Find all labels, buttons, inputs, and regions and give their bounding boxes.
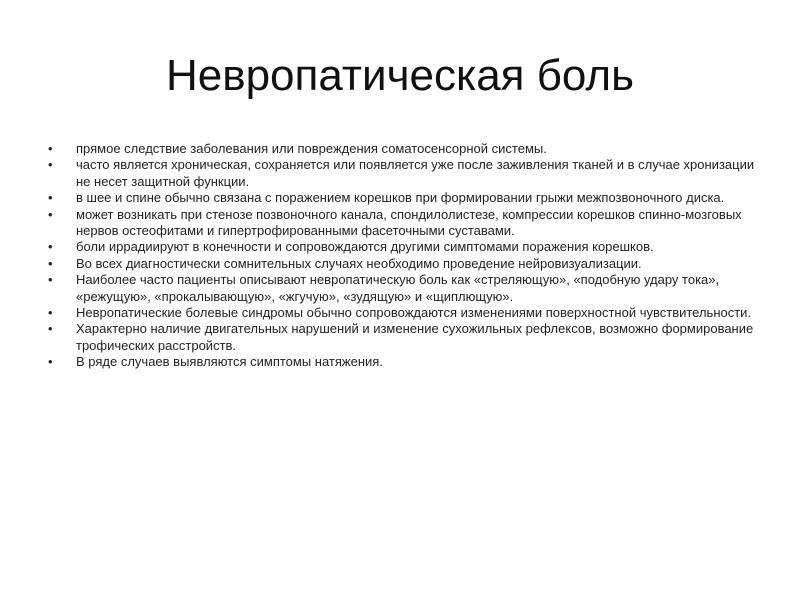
bullet-text: часто является хроническая, сохраняется или появляется уже после заживления тканей и в случае хронизации не несет защитной функции. <box>76 157 755 189</box>
bullet-text: Наиболее часто пациенты описывают невропатическую боль как «стреляющую», «подобную удару тока», «режущую», «прокалывающую», «жгучую», «зудящую» и «щиплющую». <box>76 272 720 304</box>
bullet-list <box>44 141 764 371</box>
bullet-text: боли иррадиируют в конечности и сопровождаются другими симптомами поражения корешков. <box>76 239 654 255</box>
bullet-text: Характерно наличие двигательных нарушений и изменение сухожильных рефлексов, возможно формирование трофических расстройств. <box>76 321 754 353</box>
bullet-point-icon: • <box>48 206 53 222</box>
bullet-text: Невропатические болевые синдромы обычно сопровождаются изменениями поверхностной чувствительности. <box>76 305 752 321</box>
bullet-item <box>44 256 764 272</box>
bullet-point-icon: • <box>48 305 53 321</box>
bullet-point-icon: • <box>48 141 53 156</box>
bullet-text: В ряде случаев выявляются симптомы натяжения. <box>76 354 383 370</box>
bullet-item <box>44 239 764 255</box>
bullet-text: может возникать при стенозе позвоночного канала, спондилолистезе, компрессии корешков спинно-мозговых нервов остеофитами и гипертрофированными фасеточными суставами. <box>76 206 742 239</box>
bullet-point-icon: • <box>48 272 53 288</box>
bullet-point-icon: • <box>48 239 53 255</box>
bullet-point-icon: • <box>48 255 53 271</box>
bullet-item <box>44 141 764 157</box>
bullet-point-icon: • <box>48 157 53 173</box>
bullet-item <box>44 305 764 321</box>
bullet-item <box>44 272 764 305</box>
slide-title: Невропатическая боль <box>165 51 635 100</box>
bullet-item <box>44 207 764 240</box>
bullet-point-icon: • <box>48 190 53 206</box>
bullet-text: Во всех диагностически сомнительных случаях необходимо проведение нейровизуализации. <box>76 255 642 271</box>
bullet-point-icon: • <box>48 321 53 337</box>
bullet-item <box>44 157 764 190</box>
bullet-item <box>44 190 764 206</box>
bullet-point-icon: • <box>48 354 53 370</box>
bullet-item <box>44 321 764 354</box>
bullet-text: прямое следствие заболевания или повреждения соматосенсорной системы. <box>76 141 547 156</box>
bullet-item <box>44 354 764 370</box>
bullet-text: в шее и спине обычно связана с поражением корешков при формировании грыжи межпозвоночного диска. <box>76 190 725 206</box>
